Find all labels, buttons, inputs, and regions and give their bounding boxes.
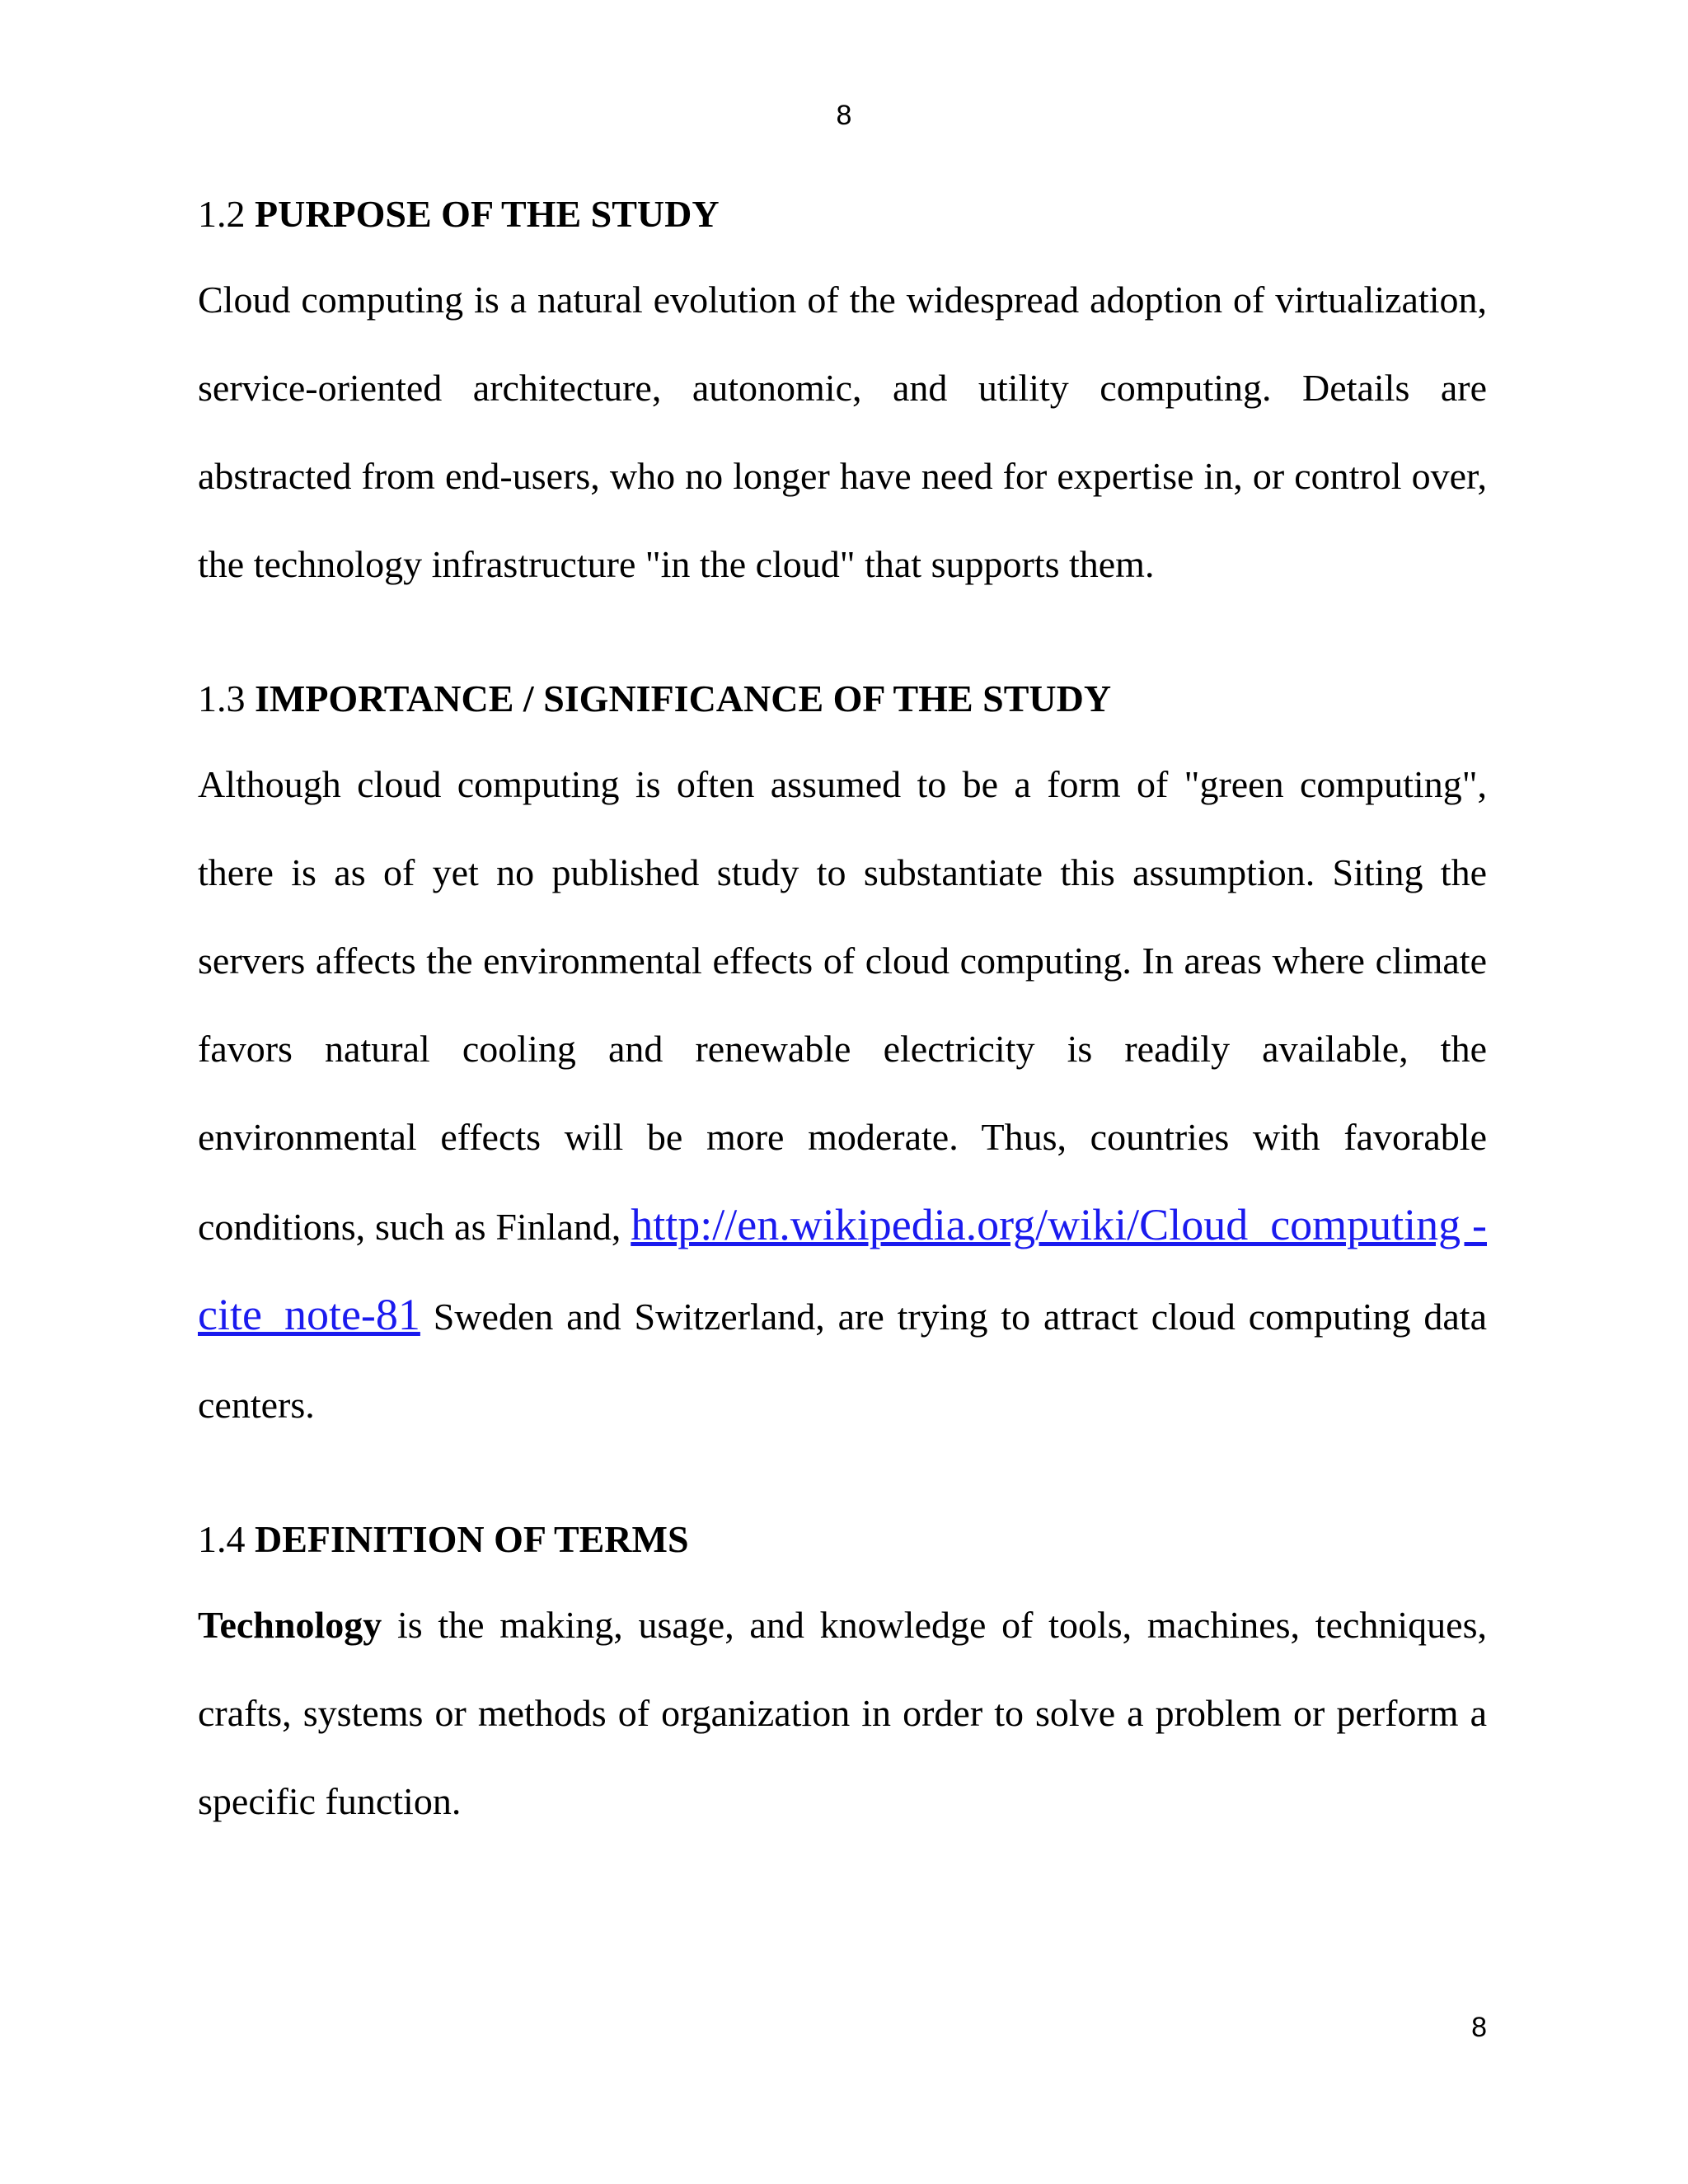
page-number-top: 8 — [836, 100, 852, 131]
section-heading-purpose — [198, 190, 1487, 239]
definition-text: is the making, usage, and knowledge of tools, machines, techniques, crafts, systems or methods of organization in order to solve a problem or perform a specific function. — [198, 1604, 1487, 1822]
section-number: 1.2 — [198, 193, 246, 235]
section-heading-importance — [198, 674, 1487, 724]
section-title: PURPOSE OF THE STUDY — [255, 193, 720, 235]
section-title: IMPORTANCE / SIGNIFICANCE OF THE STUDY — [255, 677, 1112, 719]
paragraph-importance — [198, 740, 1487, 1449]
paragraph-definition-technology — [198, 1581, 1487, 1845]
section-spacer — [198, 608, 1487, 674]
document-body — [198, 190, 1487, 1845]
paragraph-purpose: Cloud computing is a natural evolution of the widespread adoption of virtualization, service-oriented architecture, autonomic, and utility computing. Details are abstracted from end-users, who no longer have need for expertise in, or control over, the technology infrastructure "in the cloud" that supports them. — [198, 279, 1487, 585]
section-spacer — [198, 1449, 1487, 1515]
paragraph-text: Although cloud computing is often assumed to be a form of "green computing", there is as of yet no published study to substantiate this assumption. Siting the servers affects the environmental effects of cloud computing. In areas where climate favors natural cooling and renewable electricity is readily available, the environmental effects will be more moderate. Thus, countries with favorable conditions, such as Finland, — [198, 763, 1487, 1248]
section-title: DEFINITION OF TERMS — [255, 1518, 689, 1560]
section-number: 1.4 — [198, 1518, 246, 1560]
section-number: 1.3 — [198, 677, 246, 719]
section-heading-definitions — [198, 1515, 1487, 1564]
defined-term: Technology — [198, 1604, 382, 1646]
page-number-bottom: 8 — [1471, 2012, 1487, 2043]
wikipedia-link[interactable]: http://en.wikipedia.org/wiki/Cloud_computing - cite_note-81 — [198, 1200, 1487, 1339]
paragraph-text: Sweden and Switzerland, are trying to attract cloud computing data centers. — [198, 1296, 1487, 1426]
